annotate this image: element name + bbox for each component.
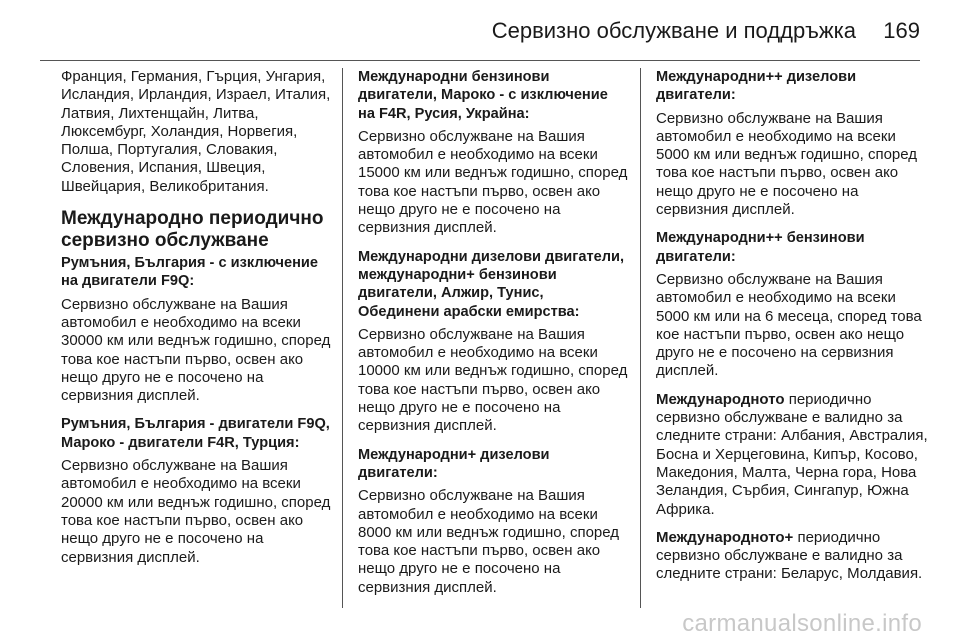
column-2 bbox=[358, 68, 628, 597]
paragraph: Сервизно обслужване на Вашия автомобил е необходимо на всеки 5000 км или на 6 месеца, според това кое настъпи първо, освен ако нещо друго не е посочено на сервизния дисплей. bbox=[656, 270, 922, 380]
paragraph-text: периодично сервизно обслужване е валидно за следните страни: Беларус, Молдавия. bbox=[656, 528, 923, 583]
paragraph: Сервизно обслужване на Вашия автомобил е необходимо на всеки 20000 км или веднъж годишно, според това кое настъпи първо, освен ако нещо друго не е посочено на сервизния дисплей. bbox=[61, 457, 331, 566]
header-title: Сервизно обслужване и поддръжка bbox=[491, 18, 856, 43]
page-header bbox=[0, 0, 960, 60]
subheading: Международни++ бензинови двигатели: bbox=[656, 230, 865, 265]
bold-term: Международното bbox=[656, 390, 785, 408]
subheading: Международни++ дизелови двигатели: bbox=[656, 69, 857, 104]
paragraph-text: периодично сервизно обслужване е валидно за следните страни: Албания, Австралия, Босна и Херцеговина, Кипър, Косово, Македония, Малта, Черна гора, Нова Зеландия, Сърбия, Сингапур, Южна Африка. bbox=[656, 390, 928, 518]
paragraph bbox=[656, 529, 931, 584]
subheading: Румъния, България - с изключение на двигатели F9Q: bbox=[61, 255, 319, 290]
paragraph: Сервизно обслужване на Вашия автомобил е необходимо на всеки 30000 км или веднъж годишно, според това кое настъпи първо, освен ако нещо друго не е посочено на сервизния дисплей. bbox=[61, 295, 331, 405]
paragraph: Сервизно обслужване на Вашия автомобил е необходимо на всеки 15000 км или веднъж годишно, според това кое настъпи първо, освен ако нещо друго не е посочено на сервизния дисплей. bbox=[358, 127, 628, 237]
country-list: Франция, Германия, Гърция, Унгария, Исландия, Ирландия, Израел, Италия, Латвия, Лихтенщайн, Литва, Люксембург, Холандия, Норвегия, Полша, Португалия, Словакия, Словения, Испания, Швеция, Швейцария, Великобритания. bbox=[61, 68, 331, 195]
subheading: Румъния, България - двигатели F9Q, Мароко - двигатели F4R, Турция: bbox=[61, 416, 330, 451]
paragraph bbox=[656, 391, 931, 519]
page-number: 169 bbox=[883, 18, 920, 43]
bold-term: Международното+ bbox=[656, 528, 794, 546]
header-rule bbox=[40, 60, 920, 61]
column-divider bbox=[342, 68, 343, 608]
subheading: Международни+ дизелови двигатели: bbox=[358, 446, 550, 481]
paragraph: Сервизно обслужване на Вашия автомобил е необходимо на всеки 5000 км или веднъж годишно, според това кое настъпи първо, освен ако нещо друго не е посочено на сервизния дисплей. bbox=[656, 109, 918, 219]
watermark: carmanualsonline.info bbox=[682, 610, 922, 637]
paragraph: Сервизно обслужване на Вашия автомобил е необходимо на всеки 8000 км или веднъж годишно, според това кое настъпи първо, освен ако нещо друго не е посочено на сервизния дисплей. bbox=[358, 487, 620, 596]
subheading: Международни дизелови двигатели, международни+ бензинови двигатели, Алжир, Тунис, Обединени арабски емирства: bbox=[358, 248, 625, 320]
section-title: Международно периодично сервизно обслужване bbox=[61, 208, 324, 252]
paragraph: Сервизно обслужване на Вашия автомобил е необходимо на всеки 10000 км или веднъж годишно, според това кое настъпи първо, освен ако нещо друго не е посочено на сервизния дисплей. bbox=[358, 325, 628, 435]
subheading: Международни бензинови двигатели, Мароко - с изключение на F4R, Русия, Украйна: bbox=[358, 69, 608, 122]
column-1 bbox=[61, 68, 331, 567]
column-3 bbox=[656, 68, 931, 584]
column-divider bbox=[640, 68, 641, 608]
